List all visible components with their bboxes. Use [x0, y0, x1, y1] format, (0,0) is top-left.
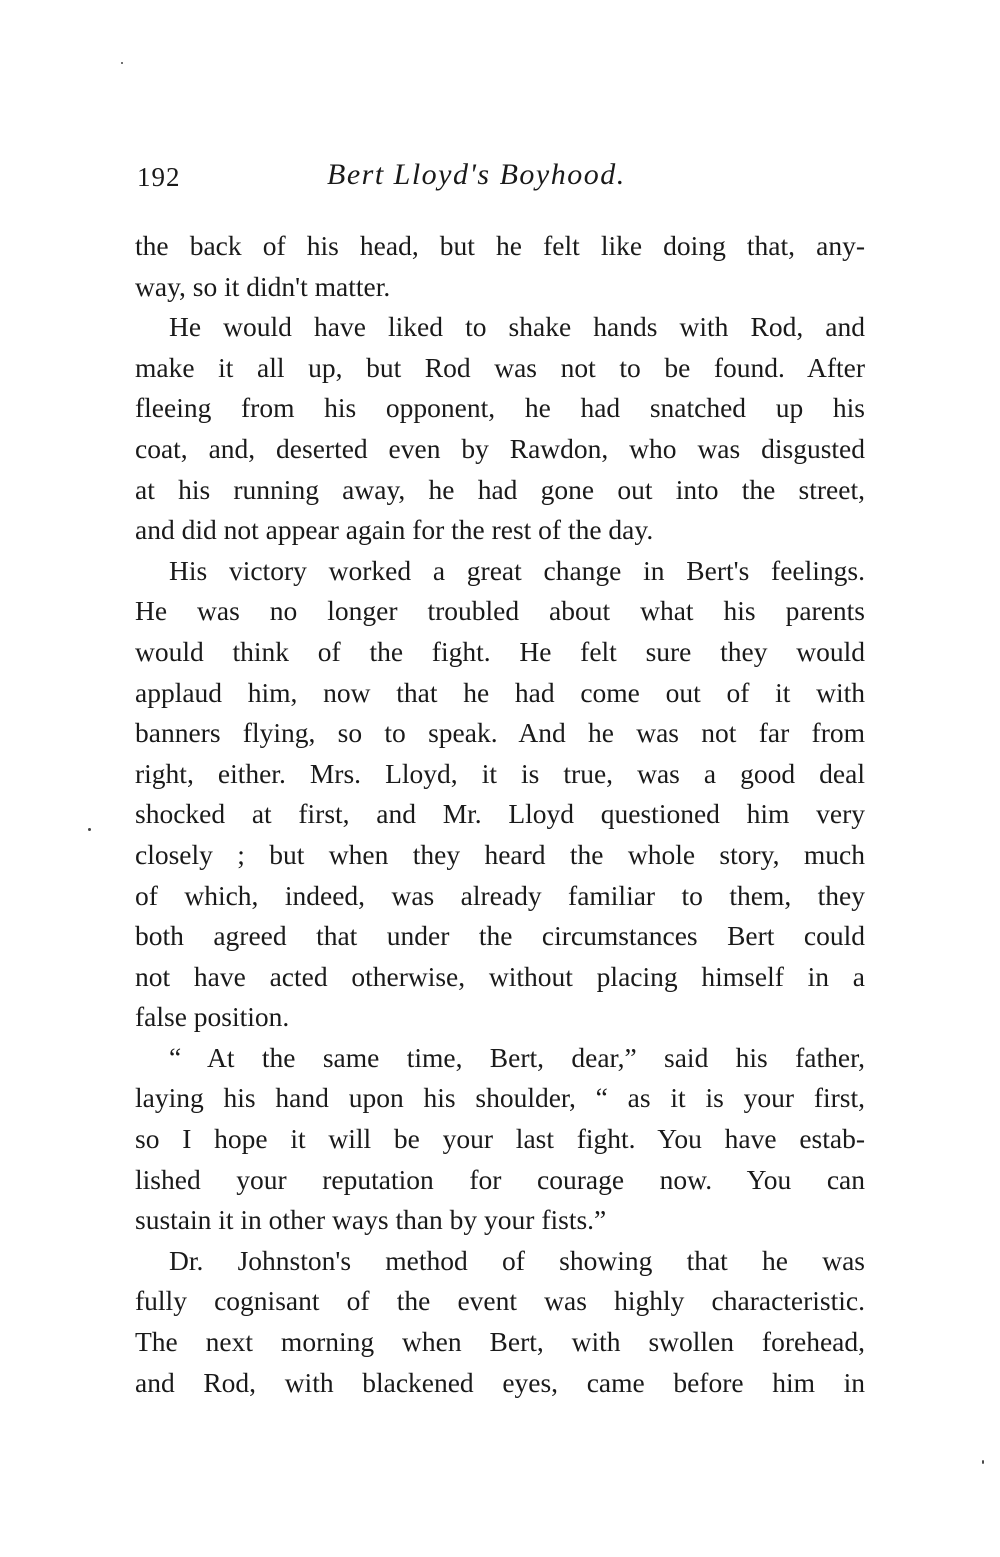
text-line: false position.	[135, 1001, 290, 1033]
body-text	[135, 226, 865, 1403]
text-line: He was no longer troubled about what his parents	[135, 595, 865, 627]
text-line: laying his hand upon his shoulder, “ as it is your first,	[135, 1082, 865, 1114]
text-line: He would have liked to shake hands with Rod, and	[169, 311, 865, 343]
text-line: shocked at first, and Mr. Lloyd questioned him very	[135, 798, 865, 830]
text-line: not have acted otherwise, without placing himself in a	[135, 960, 865, 992]
paper-speck	[88, 828, 91, 831]
text-line: banners flying, so to speak. And he was not far from	[135, 717, 865, 749]
running-title: Bert Lloyd's Boyhood.	[327, 158, 626, 191]
text-line: The next morning when Bert, with swollen forehead,	[135, 1326, 865, 1358]
text-line: fully cognisant of the event was highly characteristic.	[135, 1285, 865, 1317]
text-line: and did not appear again for the rest of the day.	[135, 514, 654, 546]
page-header	[137, 158, 872, 204]
text-line: applaud him, now that he had come out of it with	[135, 676, 865, 708]
text-line: both agreed that under the circumstances Bert could	[135, 920, 865, 952]
text-line: would think of the fight. He felt sure they would	[135, 635, 865, 667]
text-line: fleeing from his opponent, he had snatched up his	[135, 392, 865, 424]
text-line: sustain it in other ways than by your fists.”	[135, 1204, 607, 1236]
text-line: of which, indeed, was already familiar to them, they	[135, 879, 865, 911]
text-line: lished your reputation for courage now. You can	[135, 1163, 865, 1195]
text-line: and Rod, with blackened eyes, came before him in	[135, 1366, 865, 1398]
text-line: at his running away, he had gone out into the street,	[135, 473, 865, 505]
text-line: coat, and, deserted even by Rawdon, who was disgusted	[135, 432, 865, 464]
text-line: Dr. Johnston's method of showing that he was	[169, 1244, 865, 1276]
text-line: closely ; but when they heard the whole story, much	[135, 838, 865, 870]
text-line: “ At the same time, Bert, dear,” said his father,	[169, 1041, 865, 1073]
paper-speck	[982, 1460, 984, 1464]
text-line: right, either. Mrs. Lloyd, it is true, was a good deal	[135, 757, 865, 789]
paper-speck	[121, 62, 123, 64]
text-line: the back of his head, but he felt like doing that, any-	[135, 230, 865, 261]
text-line: way, so it didn't matter.	[135, 270, 391, 302]
text-line: so I hope it will be your last fight. You have estab-	[135, 1123, 865, 1155]
page-number: 192	[137, 162, 181, 192]
text-line: make it all up, but Rod was not to be found. After	[135, 351, 865, 383]
text-line: His victory worked a great change in Bert's feelings.	[169, 554, 865, 586]
